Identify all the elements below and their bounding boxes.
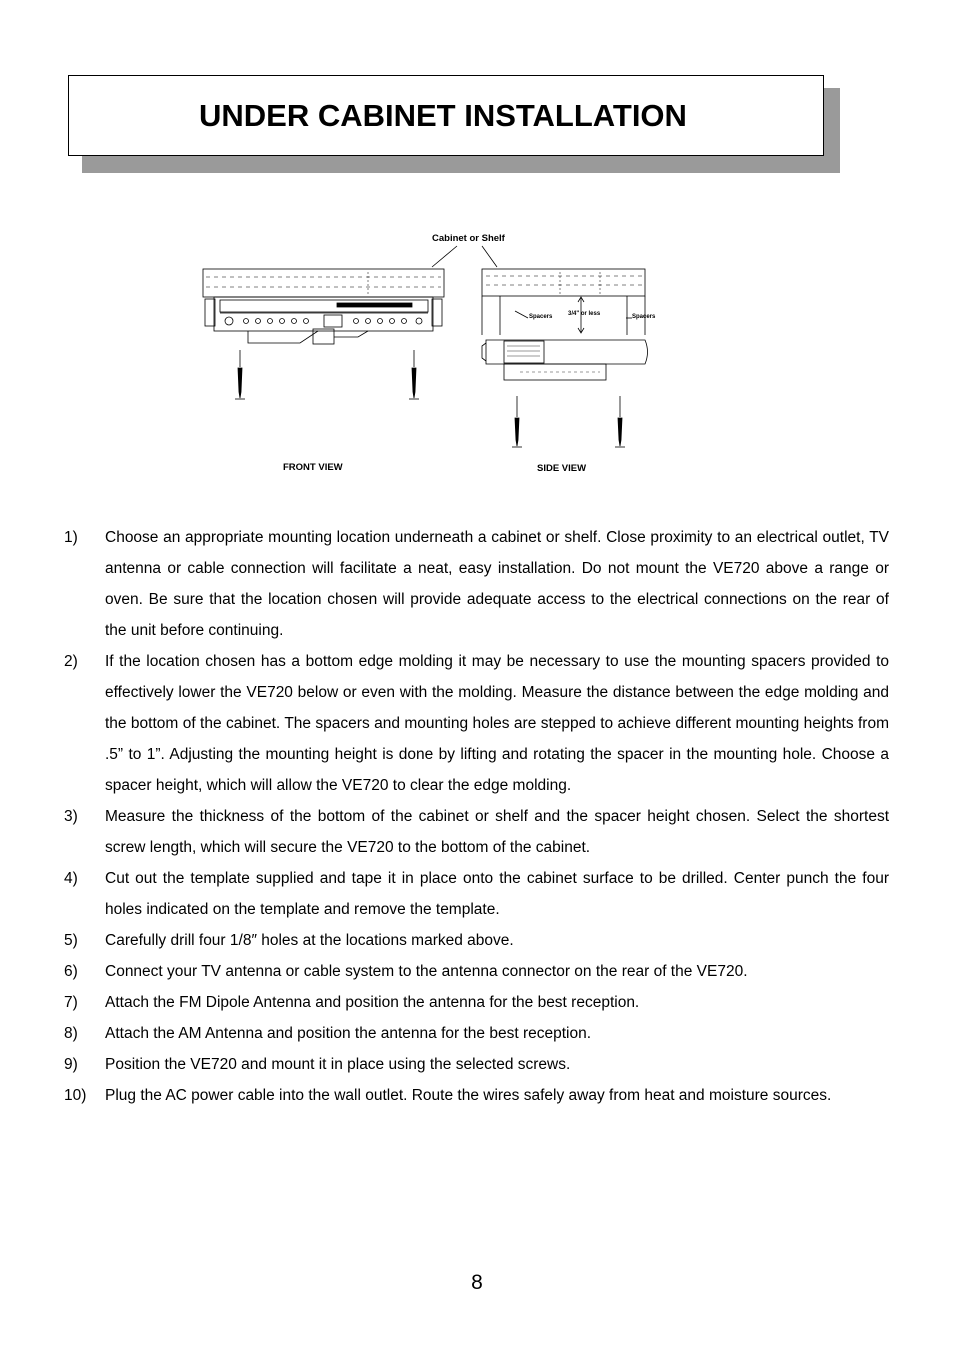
step-text: Measure the thickness of the bottom of the cabinet or shelf and the spacer height chosen. Select the shortest screw length, which will secure the VE720 to the bottom of the cabinet. xyxy=(105,808,889,856)
step-text: Position the VE720 and mount it in place using the selected screws. xyxy=(105,1056,571,1073)
step-text: Connect your TV antenna or cable system to the antenna connector on the rear of the VE720. xyxy=(105,963,748,980)
front-unit xyxy=(205,297,442,344)
step-number: 10) xyxy=(64,1087,87,1104)
step-text: Carefully drill four 1/8″ holes at the locations marked above. xyxy=(105,932,514,949)
step-item xyxy=(64,646,889,801)
step-text: Choose an appropriate mounting location underneath a cabinet or shelf. Close proximity to an electrical outlet, TV antenna or cable connection will facilitate a neat, easy installation. Do not mount the VE720 above a range or oven. Be sure that the location chosen will provide adequate access to the electrical connections on the rear of the unit before continuing. xyxy=(105,529,889,639)
side-unit xyxy=(482,340,648,380)
step-number: 9) xyxy=(64,1056,78,1073)
side-view-label: SIDE VIEW xyxy=(537,463,587,474)
spacers-right-label: Spacers xyxy=(632,314,656,320)
front-cabinet-shelf xyxy=(203,269,444,297)
cabinet-label: Cabinet or Shelf xyxy=(432,233,505,244)
step-number: 6) xyxy=(64,963,78,980)
step-number: 2) xyxy=(64,653,78,670)
front-view-label: FRONT VIEW xyxy=(283,462,343,473)
step-text: Plug the AC power cable into the wall outlet. Route the wires safely away from heat and moisture sources. xyxy=(105,1087,832,1104)
step-item xyxy=(64,956,889,987)
side-cabinet-shelf xyxy=(482,269,645,335)
step-item xyxy=(64,1080,889,1111)
step-number: 4) xyxy=(64,870,78,887)
installation-steps xyxy=(64,522,889,1111)
step-number: 3) xyxy=(64,808,78,825)
step-item xyxy=(64,522,889,646)
step-text: If the location chosen has a bottom edge molding it may be necessary to use the mounting spacers provided to effectively lower the VE720 below or even with the molding. Measure the distance between the edge molding and the bottom of the cabinet. The spacers and mounting holes are stepped to achieve different mounting heights from .5” to 1”. Adjusting the mounting height is done by lifting and rotating the spacer in the mounting hole. Choose a spacer height, which will allow the VE720 to clear the edge molding. xyxy=(105,653,889,794)
step-number: 8) xyxy=(64,1025,78,1042)
front-screws xyxy=(235,350,419,399)
page-title: UNDER CABINET INSTALLATION xyxy=(199,98,687,133)
step-item xyxy=(64,801,889,863)
installation-diagram xyxy=(0,0,954,500)
step-text: Cut out the template supplied and tape it in place onto the cabinet surface to be drilled. Center punch the four holes indicated on the template and remove the template. xyxy=(105,870,889,918)
side-screws xyxy=(512,396,625,447)
step-number: 5) xyxy=(64,932,78,949)
step-number: 7) xyxy=(64,994,78,1011)
page-number: 8 xyxy=(471,1271,483,1294)
gap-label: 3/4" or less xyxy=(568,311,601,317)
spacers-left-label: Spacers xyxy=(529,314,553,320)
step-text: Attach the FM Dipole Antenna and position the antenna for the best reception. xyxy=(105,994,640,1011)
step-item xyxy=(64,925,889,956)
step-item xyxy=(64,863,889,925)
step-item xyxy=(64,1018,889,1049)
step-item xyxy=(64,987,889,1018)
step-number: 1) xyxy=(64,529,78,546)
step-item xyxy=(64,1049,889,1080)
step-text: Attach the AM Antenna and position the antenna for the best reception. xyxy=(105,1025,592,1042)
